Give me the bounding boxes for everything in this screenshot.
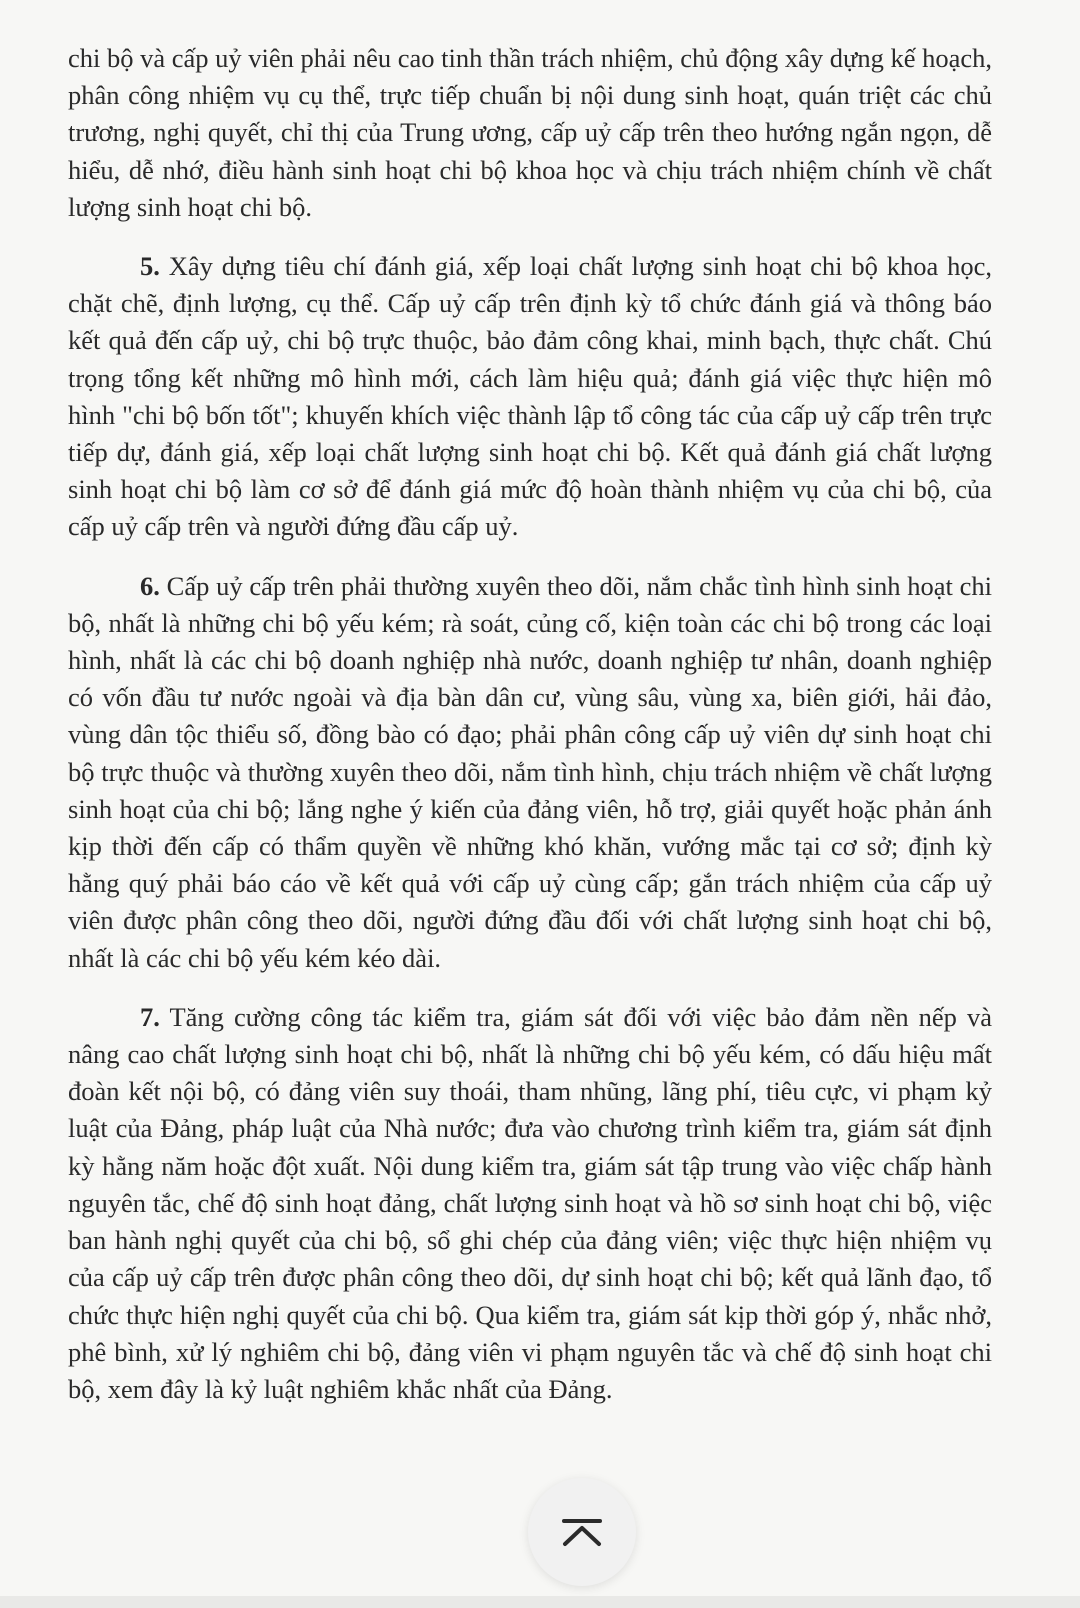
item-number: 5. [140, 251, 160, 282]
bottom-bar [0, 1596, 1080, 1608]
item-text: Xây dựng tiêu chí đánh giá, xếp loại chất lượng sinh hoạt chi bộ khoa học, chặt chẽ, định lượng, cụ thể. Cấp uỷ cấp trên định kỳ tổ chức đánh giá và thông báo kết quả đến cấp uỷ, chi bộ trực thuộc, bảo đảm công khai, minh bạch, thực chất. Chú trọng tổng kết những mô hình mới, cách làm hiệu quả; đánh giá việc thực hiện mô hình "chi bộ bốn tốt"; khuyến khích việc thành lập tổ công tác của cấp uỷ cấp trên trực tiếp dự, đánh giá, xếp loại chất lượng sinh hoạt chi bộ. Kết quả đánh giá chất lượng sinh hoạt chi bộ làm cơ sở để đánh giá mức độ hoàn thành nhiệm vụ của chi bộ, của cấp uỷ cấp trên và người đứng đầu cấp uỷ. [68, 251, 992, 542]
item-number: 7. [140, 1001, 160, 1032]
paragraph-item-7 [68, 999, 992, 1408]
item-text: Tăng cường công tác kiểm tra, giám sát đối với việc bảo đảm nền nếp và nâng cao chất lượng sinh hoạt chi bộ, nhất là những chi bộ yếu kém, có dấu hiệu mất đoàn kết nội bộ, có đảng viên suy thoái, tham nhũng, lãng phí, tiêu cực, vi phạm kỷ luật của Đảng, pháp luật của Nhà nước; đưa vào chương trình kiểm tra, giám sát định kỳ hằng năm hoặc đột xuất. Nội dung kiểm tra, giám sát tập trung vào việc chấp hành nguyên tắc, chế độ sinh hoạt đảng, chất lượng sinh hoạt và hồ sơ sinh hoạt chi bộ, việc ban hành nghị quyết của chi bộ, sổ ghi chép của đảng viên; việc thực hiện nhiệm vụ của cấp uỷ cấp trên được phân công theo dõi, dự sinh hoạt chi bộ; kết quả lãnh đạo, tổ chức thực hiện nghị quyết của chi bộ. Qua kiểm tra, giám sát kịp thời góp ý, nhắc nhở, phê bình, xử lý nghiêm chi bộ, đảng viên vi phạm nguyên tắc và chế độ sinh hoạt chi bộ, xem đây là kỷ luật nghiêm khắc nhất của Đảng. [68, 1001, 992, 1404]
paragraph-continuation: chi bộ và cấp uỷ viên phải nêu cao tinh thần trách nhiệm, chủ động xây dựng kế hoạch, phân công nhiệm vụ cụ thể, trực tiếp chuẩn bị nội dung sinh hoạt, quán triệt các chủ trương, nghị quyết, chỉ thị của Trung ương, cấp uỷ cấp trên theo hướng ngắn ngọn, dễ hiểu, dễ nhớ, điều hành sinh hoạt chi bộ khoa học và chịu trách nhiệm chính về chất lượng sinh hoạt chi bộ. [68, 43, 992, 222]
document-body [68, 40, 992, 1430]
scroll-to-top-button[interactable] [528, 1478, 636, 1586]
item-text: Cấp uỷ cấp trên phải thường xuyên theo dõi, nắm chắc tình hình sinh hoạt chi bộ, nhất là những chi bộ yếu kém; rà soát, củng cố, kiện toàn các chi bộ trong các loại hình, nhất là các chi bộ doanh nghiệp nhà nước, doanh nghiệp tư nhân, doanh nghiệp có vốn đầu tư nước ngoài và địa bàn dân cư, vùng sâu, vùng xa, biên giới, hải đảo, vùng dân tộc thiểu số, đồng bào có đạo; phải phân công cấp uỷ viên dự sinh hoạt chi bộ trực thuộc và thường xuyên theo dõi, nắm tình hình, chịu trách nhiệm về chất lượng sinh hoạt của chi bộ; lắng nghe ý kiến của đảng viên, hỗ trợ, giải quyết hoặc phản ánh kịp thời đến cấp có thẩm quyền về những khó khăn, vướng mắc tại cơ sở; định kỳ hằng quý phải báo cáo về kết quả với cấp uỷ cùng cấp; gắn trách nhiệm của cấp uỷ viên được phân công theo dõi, người đứng đầu đối với chất lượng sinh hoạt chi bộ, nhất là các chi bộ yếu kém kéo dài. [68, 570, 992, 973]
paragraph-item-5 [68, 248, 992, 546]
chevron-up-icon [560, 1517, 604, 1547]
item-number: 6. [140, 570, 160, 601]
paragraph-item-6 [68, 568, 992, 977]
